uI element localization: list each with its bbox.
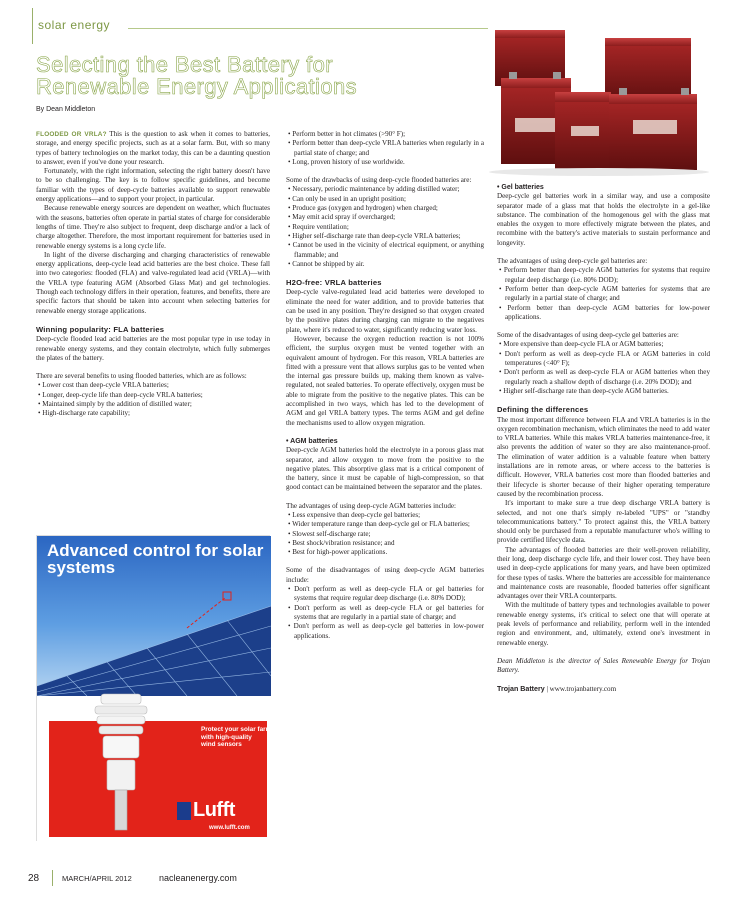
ad-bottom-panel [37,696,271,842]
list-item: • Longer, deep-cycle life than deep-cycle VRLA batteries; [38,390,203,399]
list-item: • Best shock/vibration resistance; and [288,538,395,547]
subhead-vrla: H2O-free: VRLA batteries [286,278,382,288]
list-item: • Perform better than deep-cycle VRLA batteries when regularly in a partial state of charge; and [288,139,484,157]
paragraph: There are several benefits to using flooded batteries, which are as follows: [36,372,247,381]
list-item: • Higher self-discharge rate than deep-cycle VRLA batteries; [288,231,461,240]
list-item: • Lower cost than deep-cycle VRLA batteries; [38,381,169,390]
ad-tagline-line-1: Protect your solar farm [201,726,272,733]
lufft-logo-text: Lufft [193,799,235,821]
footer-site[interactable]: nacleanenergy.com [159,873,237,883]
list-item: • Necessary, periodic maintenance by adding distilled water; [288,185,460,194]
battery-product-photo [485,26,713,176]
list-item: • Maintained simply by the addition of distilled water; [38,400,192,409]
list-item: • Perform better than deep-cycle AGM batteries for low-power applications. [499,303,710,321]
paragraph: Fortunately, with the right information, selecting the right battery doesn't have to be so challenging. The key is to follow specific guidelines, and become familiar with the types of deep-cycle batteries available to support renewable energy applications—and to support your project, in particular. [36,167,270,204]
gel-disadvantages-list [497,340,710,396]
list-item: • Can only be used in an upright position; [288,194,406,203]
list-item: • Cannot be shipped by air. [288,259,365,268]
paragraph: The advantages of using deep-cycle AGM batteries include: [286,501,456,510]
footer-rule [52,870,53,886]
paragraph: In light of the diverse discharging and charging characteristics of renewable energy applications, deep-cycle lead acid batteries are the best choice. These fall into two categories: flooded (FLA) and valve-regulated lead acid (VRLA)—with the VRLA type featuring AGM (Absorbed Glass Mat) and gel technologies. Though each technology differs in their operation, features, and benefits, there are specific factors that should be taken into account when selecting batteries for renewable energy storage applications. [36,250,270,315]
paragraph: However, because the oxygen reduction reaction is not 100% efficient, the surplus oxygen must be vented together with an equivalent amount of hydrogen. For this reason, VRLA batteries are fitted with a pressure vent that allows surplus gas to be vented when the internal gas pressure builds up, making them known as valve-regulated, not sealed batteries. To operate effectively, oxygen must be able to migrate from the positive to the negative plates. This can be accomplished in two ways, which has led to the development of AGM and gel VRLA battery types. The terms AGM and gel define the mechanisms used to allow oxygen migration. [286,334,484,427]
list-item: • Don't perform as well as deep-cycle FLA or gel batteries for systems that are regularly in a partial state of charge; and [288,603,484,621]
author-bio: Dean Middleton is the director of Sales Renewable Energy for Trojan Battery. [497,656,710,675]
byline: By Dean Middleton [36,106,96,113]
lead-in: FLOODED OR VRLA? [36,131,107,138]
intro-text: This is the question to ask when it comes to batteries, storage, and energy specific projects, such as at a solar farm. But, with so many types of battery technologies on the market today, this can be a daunting question to answer, even if you've done your research. [36,130,270,166]
list-item: • Perform better than deep-cycle AGM batteries for systems that require regular deep discharge (i.e. 80% DOD); [499,266,710,284]
list-item: • Don't perform as well as deep-cycle FLA or AGM batteries in cold temperatures (<40° F); [499,349,710,368]
page-footer [28,873,237,884]
paragraph: Deep-cycle flooded lead acid batteries are the most popular type in use today in renewable energy systems, and they contain electrolyte, which fully submerges the plates of the battery. [36,335,270,362]
agm-disadvantages-list [286,585,484,641]
list-item: • Cannot be used in the vicinity of electrical equipment, or anything flammable; and [288,241,484,259]
list-item: • Don't perform as well as deep-cycle gel batteries in low-power applications. [288,622,484,640]
paragraph: Because renewable energy sources are dependent on weather, which fluctuates with the seasons, batteries often operate in partial states of charge for considerable lengths of time. They're also subject to frequent, deep discharge and/or a lack of charge altogether. Therefore, the most important requirement for batteries used in renewable energy systems is a long cycle life. [36,204,270,250]
list-item: • Best for high-power applications. [288,548,388,557]
section-label: solar energy [38,18,111,32]
company-credit [497,685,710,694]
ad-solar-panel-image [37,536,271,696]
paragraph: The advantages of flooded batteries are their well-proven reliability, their long, deep discharge cycle life, and their lower cost. They have been used in deep-cycle applications for many years, and have been optimized for these types of tasks. Where the batteries are accessible for maintenance and maintenance costs are reasonable, flooded batteries offer significant advantages over their VRLA counterparts. [497,545,710,601]
paragraph: Deep-cycle gel batteries work in a similar way, and use a composite separator made of a glass mat that holds the electrolyte in a gel-like substance. The combination of the homogenous gel with the glass mat enables the oxygen to more effectively migrate between the plates, and recombine with the battery's active materials to sustain performance and longevity. [497,192,710,247]
paragraph: Some of the drawbacks of using deep-cycle flooded batteries are: [286,176,472,185]
fla-drawbacks-list [286,185,484,269]
agm-advantages-list [286,511,484,557]
company-name: Trojan Battery [497,684,545,693]
list-item: • Produce gas (oxygen and hydrogen) when charged; [288,204,438,213]
ad-headline [47,542,267,576]
list-item: • Higher self-discharge rate than deep-cycle AGM batteries. [499,386,669,395]
article-headline [36,54,496,98]
paragraph: It's important to make sure a true deep discharge VRLA battery is selected, and not one that's simply re-labeled "UPS" or "standby telecommunications battery." To protect against this, the VRLA battery should only be purchased from a reputable manufacturer who's willing to provide certified lifecycle data. [497,499,710,545]
ad-tagline-line-3: wind sensors [201,741,242,749]
list-item: • Require ventilation; [288,222,349,231]
paragraph: Deep-cycle valve-regulated lead acid batteries were developed to eliminate the need for water addition, and to provide batteries that can be used in any position. They're designed so that oxygen created by the positive plates during charging can migrate to the negatives plate, where it's reduced to water, significantly reducing water loss. [286,288,484,334]
headline-line-1: Selecting the Best Battery for [36,52,333,77]
article-column-1 [36,130,270,419]
list-item: • More expensive than deep-cycle FLA or AGM batteries; [499,340,664,349]
fla-benefits-list [36,381,270,418]
list-item: • Wider temperature range than deep-cycle gel or FLA batteries; [288,520,470,529]
list-item: • Less expensive than deep-cycle gel batteries; [288,510,421,519]
list-item: • May emit acid spray if overcharged; [288,213,396,222]
page-number: 28 [28,873,40,884]
ad-tagline-line-2: with high-quality [201,733,252,741]
paragraph: With the multitude of battery types and technologies available to power renewable energy systems, it's critical to select one that will operate at peak levels of performance and reliability, perform well in the intended region and environment, and, ultimately, extend one's investment in renewable energy. [497,601,710,647]
lufft-logo-mark-icon [177,802,191,820]
list-item: • Don't perform as well as deep-cycle FLA or AGM batteries when they regularly reach a shallow depth of discharge (i.e. 20% DOD); and [499,368,710,386]
intro-paragraph [36,130,270,167]
list-item: • High-discharge rate capability; [38,409,130,418]
article-column-2 [286,130,484,641]
paragraph: Some of the disadvantages of using deep-cycle AGM batteries include: [286,566,484,584]
gel-advantages-list [497,266,710,322]
issue-date: MARCH/APRIL 2012 [62,874,132,883]
ad-headline-line-1: Advanced control for solar [47,541,264,560]
company-url[interactable]: | www.trojanbattery.com [544,684,617,693]
paragraph: Some of the disadvantages of using deep-cycle gel batteries are: [497,331,679,340]
ad-url[interactable]: www.lufft.com [209,825,250,831]
subhead-fla: Winning popularity: FLA batteries [36,324,165,334]
lufft-logo [177,799,235,822]
fla-benefits-continued [286,130,484,167]
lufft-advertisement[interactable] [36,535,270,841]
paragraph: The most important difference between FLA and VRLA batteries is in the oxygen recombination mechanism, which eliminates the need to add water to VRLA batteries. While this makes VRLA batteries maintenance-free, it also prevents the addition of water so they are also maintenance-proof. The elimination of water addition is a valuable feature when battery installations are in remote areas, or where access to the batteries is difficult. However, VRLA batteries cost more than flooded batteries and their lifecycle is shorter because of their higher operating temperature caused by the recombination process. [497,415,710,498]
list-item: • Perform better than deep-cycle AGM batteries for systems that are regularly in a partial state of charge; and [499,284,710,303]
subhead-gel: • Gel batteries [497,184,544,191]
list-item: • Long, proven history of use worldwide. [288,157,405,166]
subhead-agm: • AGM batteries [286,437,338,445]
article-column-3 [497,183,710,694]
paragraph: The advantages of using deep-cycle gel batteries are: [497,257,648,266]
list-item: • Don't perform as well as deep-cycle FLA or gel batteries for systems that require regular deep discharge (i.e. 80% DOD); [288,585,484,603]
paragraph: Deep-cycle AGM batteries hold the electrolyte in a porous glass mat separator, and allow oxygen to move from the positive to the negative plates. This absorptive glass mat is a critical component of the battery, since it must be capable of high-compression, so that good contact can be maintained between the separator and the plates. [286,446,484,492]
ad-tagline [201,726,301,749]
wind-sensor-icon [81,688,161,838]
section-divider [128,28,488,29]
list-item: • Slowest self-discharge rate; [288,529,371,538]
ad-headline-line-2: systems [47,558,116,577]
section-rule [32,8,33,44]
subhead-differences: Defining the differences [497,405,589,415]
list-item: • Perform better in hot climates (>90° F); [288,130,406,138]
headline-line-2: Renewable Energy Applications [36,74,358,99]
